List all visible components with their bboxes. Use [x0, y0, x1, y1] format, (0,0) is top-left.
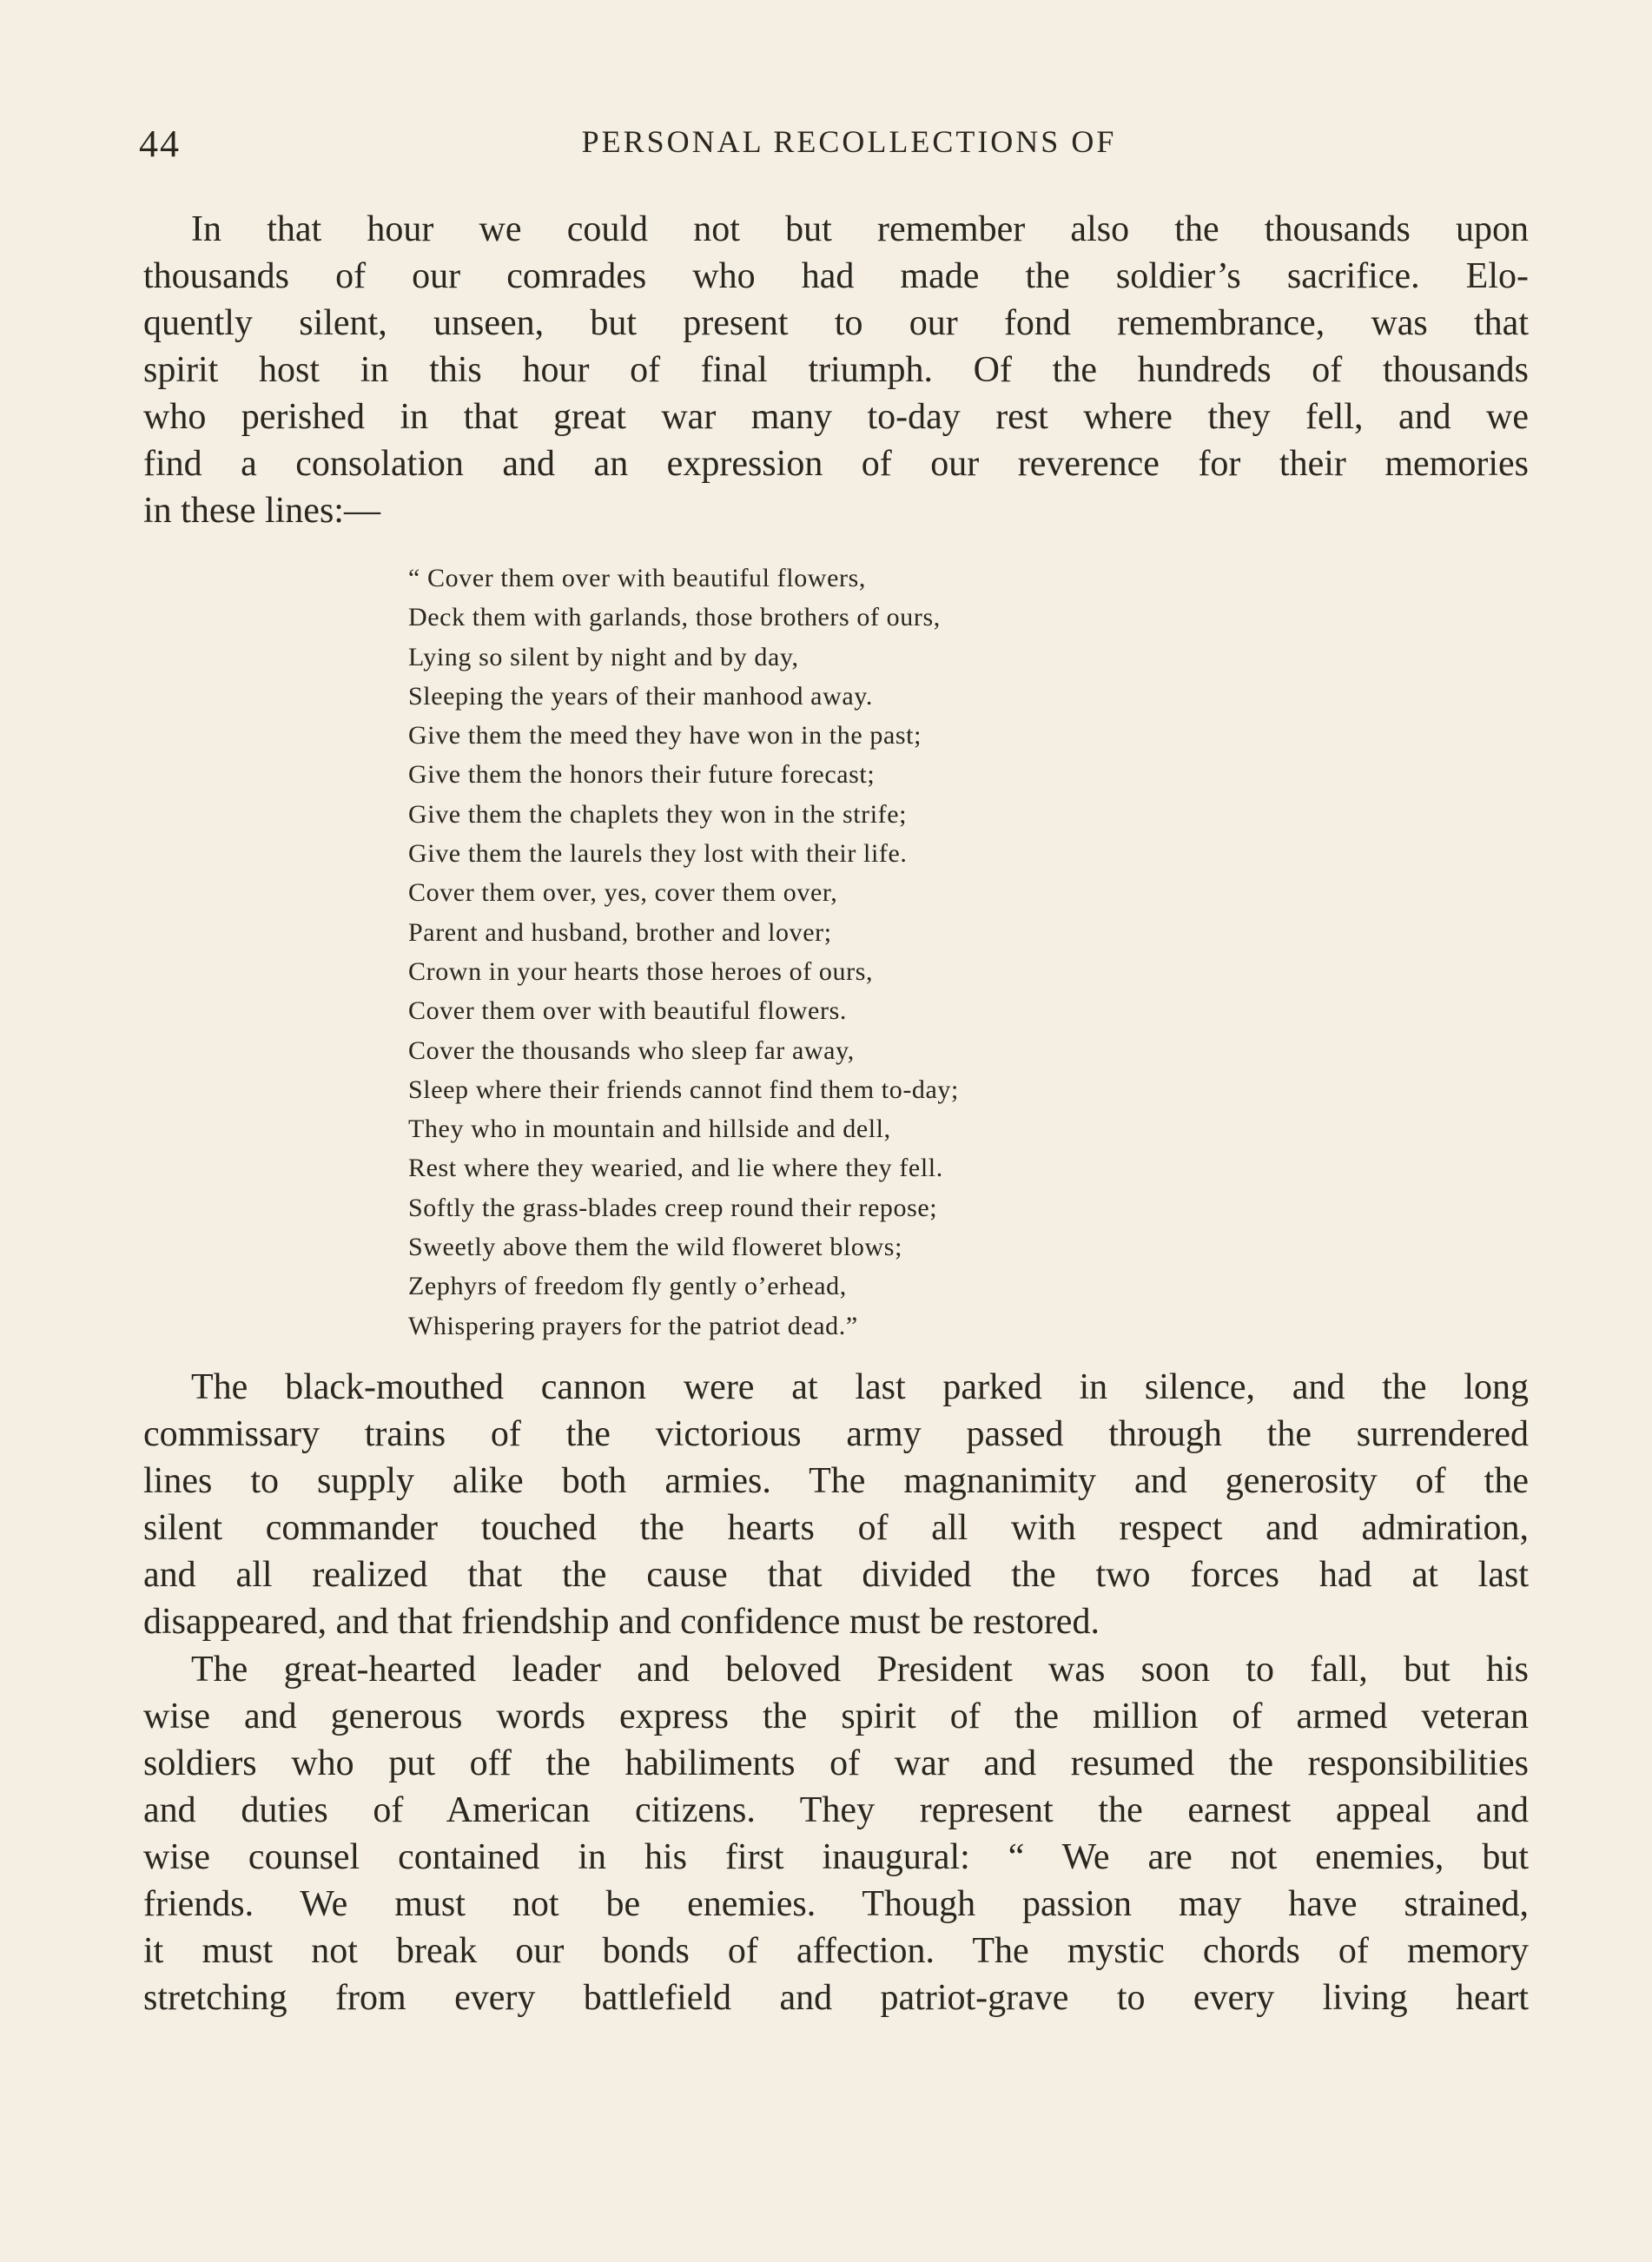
text-line: wise counsel contained in his first inaugural: “ We are not enemies, but [143, 1837, 1529, 1877]
text-line: spirit host in this hour of final triumph. Of the hundreds of thousands [143, 350, 1529, 390]
poem-line: Give them the honors their future forecast; [408, 760, 876, 790]
text-line: The great-hearted leader and beloved President was soon to fall, but his [191, 1650, 1529, 1690]
text-line: soldiers who put off the habiliments of war and resumed the responsibilities [143, 1743, 1529, 1783]
text-line: lines to supply alike both armies. The magnanimity and generosity of the [143, 1461, 1529, 1501]
text-line: thousands of our comrades who had made the soldier’s sacrifice. Elo- [143, 256, 1529, 296]
text-line: stretching from every battlefield and patriot-grave to every living heart [143, 1978, 1529, 2018]
poem-line: Crown in your hearts those heroes of ours, [408, 956, 874, 986]
poem-line: Give them the laurels they lost with their life. [408, 839, 908, 869]
poem-line: Sweetly above them the wild floweret blows; [408, 1233, 903, 1262]
paragraph-3 [143, 1646, 1529, 2021]
text-line: In that hour we could not but remember also the thousands upon [191, 209, 1529, 249]
poem-line: Cover them over, yes, cover them over, [408, 878, 838, 908]
text-line: in these lines:— [143, 491, 380, 531]
poem-line: Give them the chaplets they won in the strife; [408, 799, 908, 829]
text-line: and all realized that the cause that divided the two forces had at last [143, 1555, 1529, 1595]
text-line: it must not break our bonds of affection. The mystic chords of memory [143, 1931, 1529, 1971]
paragraph-2 [143, 1364, 1529, 1645]
poem-line: “ Cover them over with beautiful flowers, [408, 564, 866, 592]
poem-line: Sleep where their friends cannot find them to-day; [408, 1075, 959, 1104]
text-line: disappeared, and that friendship and confidence must be restored. [143, 1602, 1100, 1642]
page-number: 44 [139, 122, 181, 165]
text-line: find a consolation and an expression of our reverence for their memories [143, 444, 1529, 484]
poem-line: Give them the meed they have won in the past; [408, 721, 922, 751]
poem-line: They who in mountain and hillside and dell, [408, 1114, 891, 1144]
poem-quotation [408, 559, 1242, 1346]
text-line: silent commander touched the hearts of all with respect and admiration, [143, 1508, 1529, 1548]
poem-line: Zephyrs of freedom fly gently o’erhead, [408, 1272, 847, 1301]
text-line: wise and generous words express the spirit of the million of armed veteran [143, 1696, 1529, 1736]
text-line: commissary trains of the victorious army passed through the surrendered [143, 1414, 1529, 1454]
text-line: who perished in that great war many to-day rest where they fell, and we [143, 397, 1529, 437]
text-line: quently silent, unseen, but present to our fond remembrance, was that [143, 303, 1529, 343]
text-line: friends. We must not be enemies. Though passion may have strained, [143, 1884, 1529, 1924]
text-line: The black-mouthed cannon were at last parked in silence, and the long [191, 1367, 1529, 1407]
poem-line: Cover them over with beautiful flowers. [408, 996, 847, 1026]
poem-line: Rest where they wearied, and lie where they fell. [408, 1154, 943, 1183]
text-line: and duties of American citizens. They represent the earnest appeal and [143, 1790, 1529, 1830]
poem-line: Sleeping the years of their manhood away. [408, 681, 873, 711]
poem-line: Lying so silent by night and by day, [408, 642, 799, 671]
poem-line: Deck them with garlands, those brothers of ours, [408, 603, 941, 632]
running-title: PERSONAL RECOLLECTIONS OF [581, 124, 1117, 159]
paragraph-1 [143, 206, 1529, 534]
poem-line: Softly the grass-blades creep round their repose; [408, 1193, 938, 1222]
poem-line: Whispering prayers for the patriot dead.” [408, 1311, 858, 1340]
running-head [130, 122, 1533, 167]
poem-line: Parent and husband, brother and lover; [408, 917, 832, 947]
poem-line: Cover the thousands who sleep far away, [408, 1035, 855, 1065]
